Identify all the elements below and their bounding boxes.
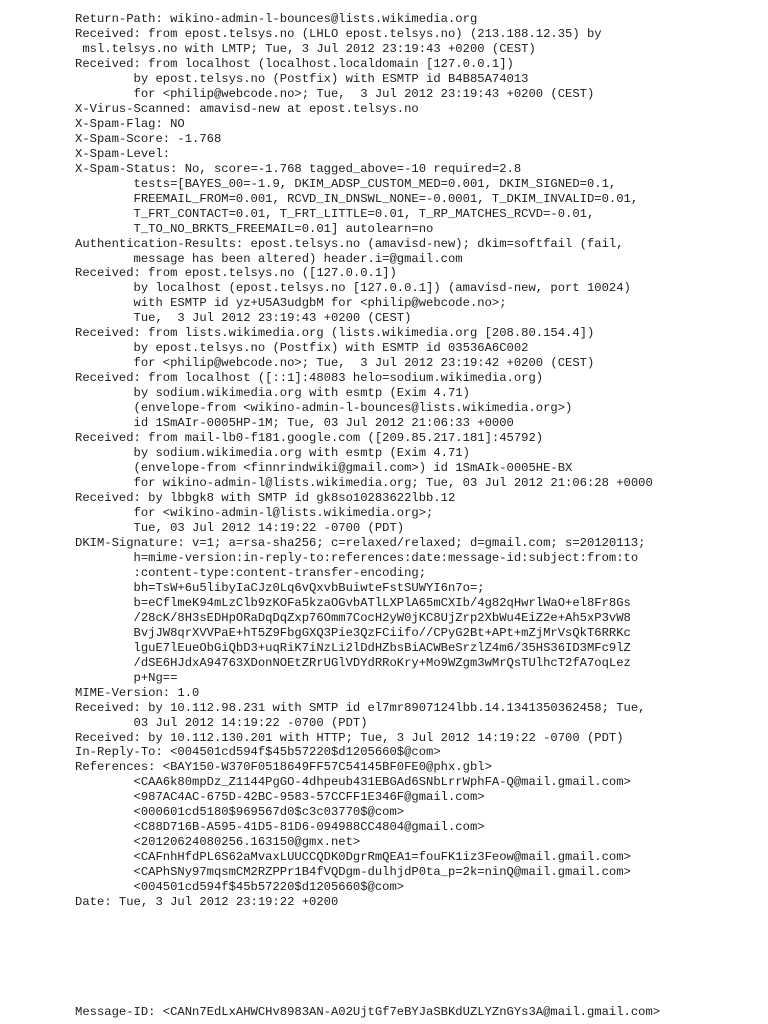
header-line: DKIM-Signature: v=1; a=rsa-sha256; c=relaxed/relaxed; d=gmail.com; s=20120113; [75,535,646,550]
header-line: /dSE6HJdxA94763XDonNOEtZRrUGlVDYdRRoKry+Mo9WZgm3wMrQsTUlhcT2fA7oqLez [75,655,631,670]
header-line: by localhost (epost.telsys.no [127.0.0.1]) (amavisd-new, port 10024) [75,281,631,296]
header-line: References: <BAY150-W370F0518649FF57C54145BF0FE0@phx.gbl> [75,760,492,775]
header-line: p+Ng== [75,670,178,685]
header-line: message has been altered) header.i=@gmail.com [75,251,463,266]
header-line: id 1SmAIr-0005HP-1M; Tue, 03 Jul 2012 21:06:33 +0000 [75,416,514,431]
header-line: (envelope-from <finnrindwiki@gmail.com>) id 1SmAIk-0005HE-BX [75,461,573,476]
header-line: Authentication-Results: epost.telsys.no (amavisd-new); dkim=softfail (fail, [75,236,624,251]
header-line: Received: from epost.telsys.no ([127.0.0.1]) [75,266,397,281]
header-line: bh=TsW+6u5libyIaCJz0Lq6vQxvbBuiwteFstSUWYI6n7o=; [75,580,485,595]
header-line: <CAFnhHfdPL6S62aMvaxLUUCCQDK0DgrRmQEA1=fouFK1iz3Feow@mail.gmail.com> [75,850,631,865]
header-line: BvjJW8qrXVVPaE+hT5Z9FbgGXQ3Pie3QzFCiifo//CPyG2Bt+APt+mZjMrVsQkT6RRKc [75,625,631,640]
header-line: <004501cd594f$45b57220$d1205660$@com> [75,880,405,895]
header-line: for <philip@webcode.no>; Tue, 3 Jul 2012 23:19:42 +0200 (CEST) [75,356,595,371]
header-line: Tue, 3 Jul 2012 23:19:43 +0200 (CEST) [75,311,412,326]
header-line: lguE7lEueObGiQbD3+uqRiK7iNzLi2lDdHZbsBiACWBeSrzlZ4m6/35HS36ID3MFc9lZ [75,640,631,655]
header-line: X-Spam-Level: [75,146,171,161]
header-line: by sodium.wikimedia.org with esmtp (Exim 4.71) [75,446,470,461]
header-line: Received: from localhost (localhost.localdomain [127.0.0.1]) [75,56,514,71]
header-line: In-Reply-To: <004501cd594f$45b57220$d1205660$@com> [75,745,441,760]
header-line: (envelope-from <wikino-admin-l-bounces@lists.wikimedia.org>) [75,401,573,416]
header-line: <20120624080256.163150@gmx.net> [75,835,361,850]
header-line: Received: from lists.wikimedia.org (lists.wikimedia.org [208.80.154.4]) [75,326,595,341]
header-line: by sodium.wikimedia.org with esmtp (Exim 4.71) [75,386,470,401]
header-line: tests=[BAYES_00=-1.9, DKIM_ADSP_CUSTOM_MED=0.001, DKIM_SIGNED=0.1, [75,176,617,191]
header-line: FREEMAIL_FROM=0.001, RCVD_IN_DNSWL_NONE=-0.0001, T_DKIM_INVALID=0.01, [75,191,639,206]
header-line: X-Spam-Score: -1.768 [75,131,222,146]
header-line: /28cK/8H3sEDHpORaDqDqZxp76Omm7CocH2yW0jKC8UjZrp2XbWu4EiZ2e+Ah5xP3vW8 [75,610,631,625]
header-line: Received: by 10.112.130.201 with HTTP; Tue, 3 Jul 2012 14:19:22 -0700 (PDT) [75,730,624,745]
header-line: b=eCflmeK94mLzClb9zKOFa5kzaOGvbATlLXPlA65mCXIb/4g82qHwrlWaO+el8Fr8Gs [75,595,631,610]
header-line: :content-type:content-transfer-encoding; [75,565,427,580]
header-line: Tue, 03 Jul 2012 14:19:22 -0700 (PDT) [75,520,405,535]
header-line: X-Spam-Flag: NO [75,116,185,131]
header-line: for <philip@webcode.no>; Tue, 3 Jul 2012 23:19:43 +0200 (CEST) [75,86,595,101]
header-line: by epost.telsys.no (Postfix) with ESMTP id 03536A6C002 [75,341,529,356]
header-line: 03 Jul 2012 14:19:22 -0700 (PDT) [75,715,368,730]
header-line: h=mime-version:in-reply-to:references:date:message-id:subject:from:to [75,550,639,565]
header-line: Received: from epost.telsys.no (LHLO epost.telsys.no) (213.188.12.35) by [75,26,602,41]
header-line: by epost.telsys.no (Postfix) with ESMTP id B4B85A74013 [75,71,529,86]
header-line: Date: Tue, 3 Jul 2012 23:19:22 +0200 [75,895,339,910]
header-line: <000601cd5180$969567d0$c3c03770$@com> [75,805,405,820]
email-header-block [75,12,765,910]
header-line: MIME-Version: 1.0 [75,685,200,700]
header-line: <C88D716B-A595-41D5-81D6-094988CC4804@gmail.com> [75,820,485,835]
header-line: <CAPhSNy97mqsmCM2RZPPr1B4fVQDgm-dulhjdP0ta_p=2k=ninQ@mail.gmail.com> [75,865,631,880]
message-id-line: Message-ID: <CANn7EdLxAHWCHv8983AN-A02UjtGf7eBYJaSBKdUZLYZnGYs3A@mail.gmail.com> [75,1005,661,1019]
header-line: X-Virus-Scanned: amavisd-new at epost.telsys.no [75,101,419,116]
header-line: Received: by 10.112.98.231 with SMTP id el7mr8907124lbb.14.1341350362458; Tue, [75,700,646,715]
header-line: Received: by lbbgk8 with SMTP id gk8so10283622lbb.12 [75,491,456,505]
header-line: X-Spam-Status: No, score=-1.768 tagged_above=-10 required=2.8 [75,161,522,176]
header-line: T_TO_NO_BRKTS_FREEMAIL=0.01] autolearn=no [75,221,434,236]
header-line: <987AC4AC-675D-42BC-9583-57CCFF1E346F@gmail.com> [75,790,485,805]
header-line: <CAA6k80mpDz_Z1144PgGO-4dhpeub431EBGAd6SNbLrrWphFA-Q@mail.gmail.com> [75,775,631,790]
header-line: for <wikino-admin-l@lists.wikimedia.org>; [75,505,434,520]
header-line: Return-Path: wikino-admin-l-bounces@lists.wikimedia.org [75,12,478,26]
header-line: for wikino-admin-l@lists.wikimedia.org; Tue, 03 Jul 2012 21:06:28 +0000 [75,476,653,491]
header-line: T_FRT_CONTACT=0.01, T_FRT_LITTLE=0.01, T_RP_MATCHES_RCVD=-0.01, [75,206,595,221]
header-line: Received: from localhost ([::1]:48083 helo=sodium.wikimedia.org) [75,371,544,386]
header-line: msl.telsys.no with LMTP; Tue, 3 Jul 2012 23:19:43 +0200 (CEST) [75,41,536,56]
header-line: with ESMTP id yz+U5A3udgbM for <philip@webcode.no>; [75,296,507,311]
header-line: Received: from mail-lb0-f181.google.com ([209.85.217.181]:45792) [75,431,544,446]
